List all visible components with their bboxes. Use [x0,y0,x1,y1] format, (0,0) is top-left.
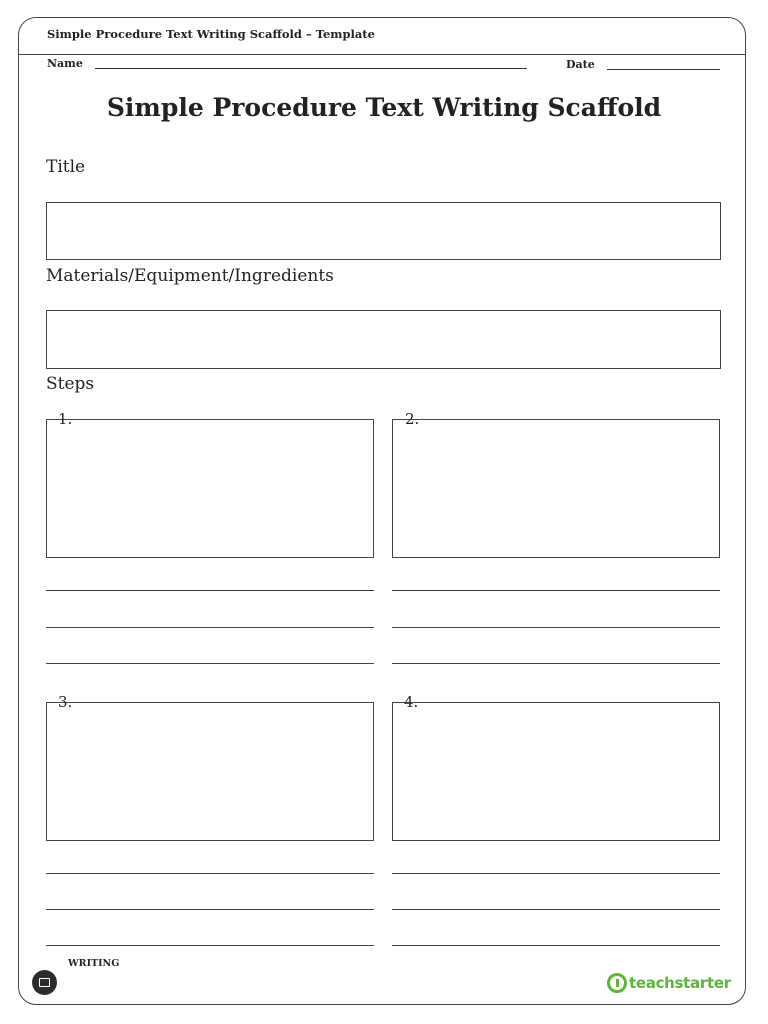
document-icon [32,970,57,995]
step-2-number: 2. [405,410,420,428]
steps-section-label: Steps [46,374,95,394]
title-box[interactable] [46,202,721,260]
step-3-line-2[interactable] [46,909,374,910]
step-1-line-2[interactable] [46,627,374,628]
materials-section-label: Materials/Equipment/Ingredients [46,266,334,286]
step-1-line-1[interactable] [46,590,374,591]
name-label: Name [47,57,83,70]
page-title: Simple Procedure Text Writing Scaffold [106,93,662,122]
step-3-box[interactable] [46,702,374,841]
step-4-box[interactable] [392,702,720,841]
step-1-number: 1. [58,410,73,428]
header-divider [18,54,746,55]
step-4-line-1[interactable] [392,873,720,874]
brand-name: teachstarter [629,974,731,992]
step-3-line-3[interactable] [46,945,374,946]
step-4-line-3[interactable] [392,945,720,946]
step-3-number: 3. [58,693,73,711]
date-label: Date [566,58,595,71]
step-4-line-2[interactable] [392,909,720,910]
date-field[interactable] [607,69,720,70]
subject-label: WRITING [68,958,120,969]
step-2-box[interactable] [392,419,720,558]
name-field[interactable] [95,68,527,69]
step-2-line-3[interactable] [392,663,720,664]
template-header: Simple Procedure Text Writing Scaffold – Template [47,27,375,41]
brand-logo [607,971,731,995]
materials-box[interactable] [46,310,721,369]
step-1-box[interactable] [46,419,374,558]
step-3-line-1[interactable] [46,873,374,874]
title-section-label: Title [46,157,86,177]
step-4-number: 4. [404,693,419,711]
step-2-line-2[interactable] [392,627,720,628]
step-1-line-3[interactable] [46,663,374,664]
teachstarter-icon [607,973,627,993]
step-2-line-1[interactable] [392,590,720,591]
